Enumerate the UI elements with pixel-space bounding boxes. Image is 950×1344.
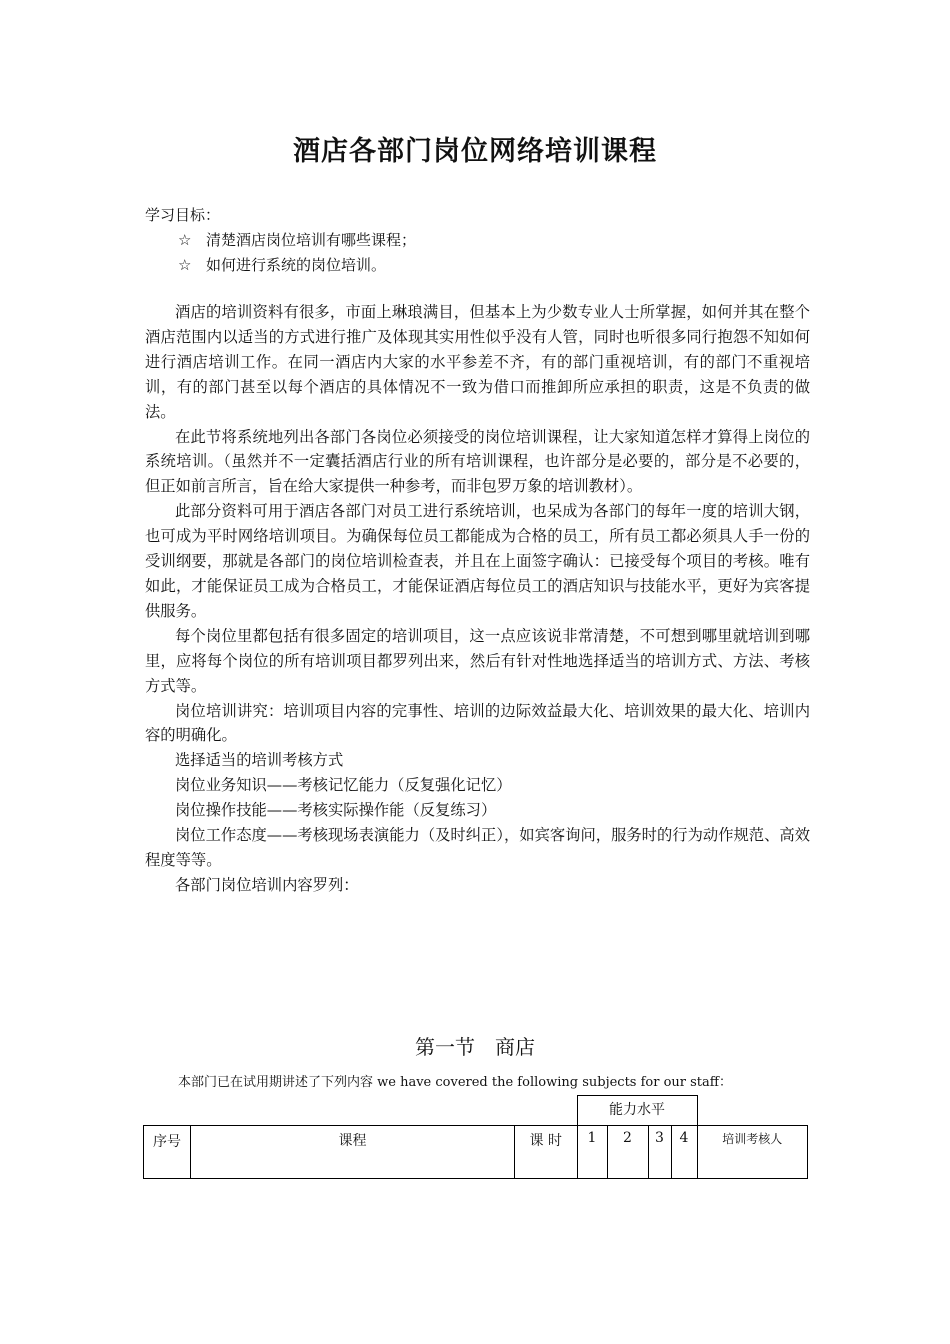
- training-table: [143, 1095, 808, 1179]
- goal-text: 如何进行系统的岗位培训。: [206, 256, 387, 274]
- col-header-level-3: 3: [648, 1126, 671, 1179]
- paragraph: 酒店的培训资料有很多，市面上琳琅满目，但基本上为少数专业人士所掌握，如何并其在整个酒店范围内以适当的方式进行推广及体现其实用性似乎没有人管，同时也听很多同行抱怨不知如何进行酒店培训工作。在同一酒店内大家的水平参差不齐，有的部门重视培训，有的部门不重视培训，有的部门甚至以每个酒店的具体情况不一致为借口而推卸所应承担的职责，这是不负责的做法。: [145, 303, 810, 421]
- paragraph: 选择适当的培训考核方式: [175, 751, 344, 770]
- goals-label: 学习目标：: [145, 206, 221, 224]
- paragraph: 各部门岗位培训内容罗列：: [175, 875, 359, 894]
- paragraph: 每个岗位里都包括有很多固定的培训项目，这一点应该说非常清楚，不可想到哪里就培训到哪里，应将每个岗位的所有培训项目都罗列出来，然后有针对性地选择适当的培训方式、方法、考核方式等。: [145, 626, 810, 695]
- paragraph: 在此节将系统地列出各部门各岗位必须接受的岗位培训课程，让大家知道怎样才算得上岗位的系统培训。（虽然并不一定囊括酒店行业的所有培训课程，也许部分是必要的，部分是不必要的，但正如前言所言，旨在给大家提供一种参考，而非包罗万象的培训教材）。: [145, 427, 810, 496]
- goal-item: [178, 228, 416, 252]
- paragraph: 岗位操作技能——考核实际操作能（反复练习）: [175, 801, 497, 820]
- col-header-level-4: 4: [671, 1126, 697, 1179]
- col-header-course: 课程: [191, 1126, 515, 1179]
- ability-level-header: 能力水平: [577, 1096, 697, 1126]
- goal-item: [178, 253, 386, 277]
- col-header-index: 序号: [144, 1126, 191, 1179]
- col-header-assessor: 培训考核人: [697, 1126, 808, 1179]
- paragraph: 岗位培训讲究：培训项目内容的完事性、培训的边际效益最大化、培训效果的最大化、培训内容的明确化。: [145, 701, 810, 745]
- goal-text: 清楚酒店岗位培训有哪些课程；: [206, 231, 417, 249]
- col-header-hours: 课 时: [515, 1126, 578, 1179]
- col-header-level-2: 2: [607, 1126, 648, 1179]
- paragraph: 岗位工作态度——考核现场表演能力（及时纠正），如宾客询问，服务时的行为动作规范、高效程度等等。: [145, 826, 810, 869]
- paragraph: 此部分资料可用于酒店各部门对员工进行系统培训，也呆成为各部门的每年一度的培训大钢，也可成为平时网络培训项目。为确保每位员工都能成为合格的员工，所有员工都必须具人手一份的受训纲要，那就是各部门的岗位培训检查表，并且在上面签字确认：已接受每个项目的考核。唯有如此，才能保证员工成为合格员工，才能保证酒店每位员工的酒店知识与技能水平，更好为宾客提供服务。: [145, 502, 810, 620]
- section-title: 第一节 商店: [415, 1035, 535, 1059]
- star-icon: ☆: [178, 231, 192, 249]
- body-text: [145, 300, 810, 898]
- paragraph: 岗位业务知识——考核记忆能力（反复强化记忆）: [175, 776, 512, 795]
- document-title: 酒店各部门岗位网络培训课程: [293, 136, 657, 167]
- star-icon: ☆: [178, 256, 192, 274]
- col-header-level-1: 1: [577, 1126, 607, 1179]
- section-note: 本部门已在试用期讲述了下列内容 we have covered the following subjects for our staff：: [178, 1075, 733, 1090]
